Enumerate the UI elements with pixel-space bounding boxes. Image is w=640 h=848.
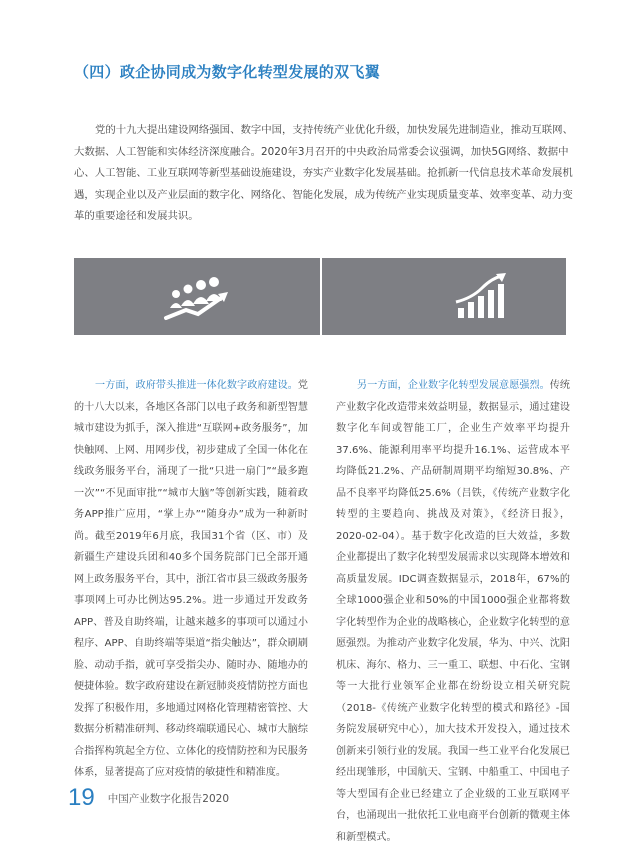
page-footer xyxy=(68,784,229,812)
right-column-lead: 另一方面，企业数字化转型发展意愿强烈。 xyxy=(357,380,550,391)
right-column-text xyxy=(336,375,570,848)
intro-text: 党的十九大提出建设网络强国、数字中国，支持传统产业优化升级，加快发展先进制造业，推动互联网、大数据、人工智能和实体经济深度融合。2020年3月召开的中央政治局常委会议强调，加快5G网络、数据中心、人工智能、工业互联网等新型基础设施建设，夯实产业数字化发展基础。抢抓新一代信息技术革命发展机遇，实现企业以及产业层面的数字化、网络化、智能化发展，成为传统产业实现质量变革、效率变革、动力变革的重要途径和发展共识。 xyxy=(74,124,573,222)
left-column-lead: 一方面，政府带头推进一体化数字政府建设。 xyxy=(95,380,298,391)
left-column-body: 党的十八大以来，各地区各部门以电子政务和新型智慧城市建设为抓手，深入推进“互联网+政务服务”，加快触网、上网、用网步伐，初步建成了全国一体化在线政务服务平台，涌现了一批“只进一扇门”“最多跑一次”“不见面审批”“城市大脑”等创新实践，随着政务APP推广应用，“掌上办”“随身办”成为一种新时尚。截至2019年6月底，我国31个省（区、市）及新疆生产建设兵团和40多个国务院部门已全部开通网上政务服务平台，其中，浙江省市县三级政务服务事项网上可办比例达95.2%。进一步通过开发政务APP、普及自助终端，让越来越多的事项可以通过小程序、APP、自助终端等渠道“指尖触达”，群众刷刷脸、动动手指，就可享受指尖办、随时办、随地办的便捷体验。数字政府建设在新冠肺炎疫情防控方面也发挥了积极作用，多地通过网格化管理精密管控、大数据分析精准研判、移动终端联通民心、城市大脑综合指挥构筑起全方位、立体化的疫情防控和为民服务体系，显著提高了应对疫情的敏捷性和精准度。 xyxy=(74,380,308,778)
right-column-body: 传统产业数字化改造带来效益明显，数据显示，通过建设数字化车间或智能工厂，企业生产效率平均提升37.6%、能源利用率平均提升16.1%、运营成本平均降低21.2%、产品研制周期平均缩短30.8%、产品不良率平均降低25.6%（吕铁，《传统产业数字化转型的主要趋向、挑战及对策》，《经济日报》，2020-02-04）。基于数字化改造的巨大效益，多数企业都提出了数字化转型发展需求以实现降本增效和高质量发展。IDC调查数据显示，2018年，67%的全球1000强企业和50%的中国1000强企业都将数字化转型作为企业的战略核心，企业数字化转型的意愿强烈。为推动产业数字化发展，华为、中兴、沈阳机床、海尔、格力、三一重工、联想、中石化、宝钢等一大批行业领军企业都在纷纷设立相关研究院（2018-《传统产业数字化转型的模式和路径》-国务院发展研究中心），加大技术开发投入，通过技术创新来引领行业的发展。我国一些工业平台化发展已经出现雏形，中国航天、宝钢、中船重工、中国电子等大型国有企业已经建立了企业级的工业互联网平台，也涌现出一批依托工业电商平台创新的微观主体和新型模式。 xyxy=(336,380,571,843)
left-icon-panel xyxy=(74,258,320,335)
right-icon-panel xyxy=(322,258,566,335)
page-number: 19 xyxy=(68,784,95,811)
people-growth-icon xyxy=(162,274,232,322)
left-column-text xyxy=(74,375,308,784)
report-title: 中国产业数字化报告2020 xyxy=(107,792,230,805)
section-title: （四）政企协同成为数字化转型发展的双飞翼 xyxy=(74,63,381,81)
intro-paragraph xyxy=(74,120,574,228)
trend-chart-icon xyxy=(452,272,508,324)
